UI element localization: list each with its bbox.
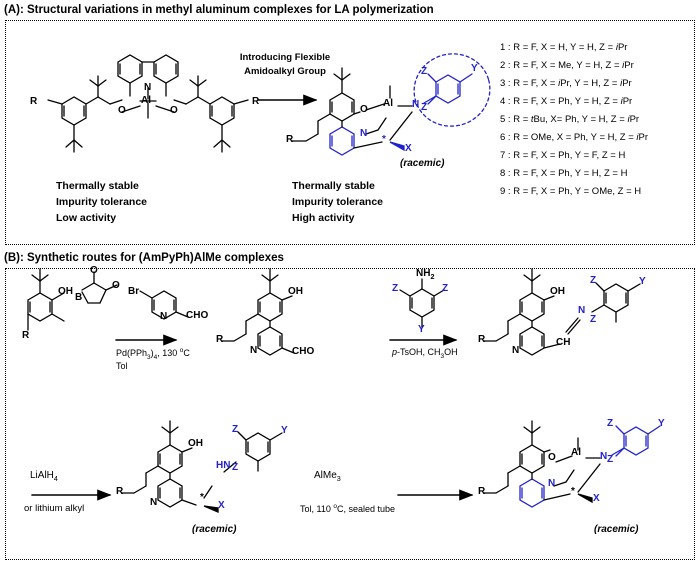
label-R-right-structure: R <box>286 134 294 145</box>
label-N-pyridine: N <box>360 128 368 139</box>
compound-7: 7 : R = F, X = Ph, Y = F, Z = H <box>500 150 626 161</box>
label-X-amine-product: X <box>218 500 225 511</box>
label-O-right-boronate: O <box>112 280 120 291</box>
label-R-amine-product: R <box>116 486 124 497</box>
label-N-amido: N <box>412 99 420 110</box>
step4-reagent-top: AlMe$_3$ <box>314 470 341 483</box>
label-Y-final: Y <box>658 418 665 429</box>
label-Z-amine-product-bottom: Z <box>232 462 239 473</box>
label-O-final: O <box>548 452 556 463</box>
panel-a-title: (A): Structural variations in methyl aluminum complexes for LA polymerization <box>4 4 434 16</box>
label-O-right: O <box>170 105 178 116</box>
label-X: X <box>405 143 412 154</box>
label-O-top-boronate: O <box>90 265 98 276</box>
left-property-3: Low activity <box>56 212 117 224</box>
label-O-left: O <box>118 105 126 116</box>
label-CH-imine: CH <box>556 337 571 348</box>
label-X-final: X <box>593 493 600 504</box>
arrow-label-line1: Introducing Flexible <box>239 52 331 63</box>
step4-reagent-bottom: Tol, 110 $^o$C, sealed tube <box>300 503 396 514</box>
label-Z-imine-top: Z <box>590 275 597 286</box>
panel-b-container <box>5 268 695 560</box>
label-Z-top: Z <box>421 66 428 77</box>
label-N-bromopyridine: N <box>160 311 168 322</box>
left-property-1: Thermally stable <box>56 180 139 192</box>
compound-6: 6 : R = OMe, X = Ph, Y = H, Z = iPr <box>500 132 649 143</box>
label-N-left-structure: N <box>144 82 152 93</box>
label-Z-amine-right: Z <box>442 283 449 294</box>
label-Al-final: Al <box>571 447 581 458</box>
label-Y-imine: Y <box>639 276 646 287</box>
label-R-left: R <box>30 96 38 107</box>
label-NH2-amine: $NH_2$ <box>416 268 435 281</box>
compound-8: 8 : R = F, X = Ph, Y = H, Z = H <box>500 168 628 179</box>
right-property-2: Impurity tolerance <box>292 196 384 208</box>
label-N-imine: N <box>578 305 586 316</box>
label-R-final: R <box>478 486 486 497</box>
compound-1: 1 : R = F, X = H, Y = H, Z = iPr <box>500 42 628 53</box>
label-stereo-final: * <box>571 486 575 497</box>
label-Al-right-structure: Al <box>383 98 393 109</box>
step3-reagent-bottom: or lithium alkyl <box>24 503 85 514</box>
compound-3: 3 : R = F, X = iPr, Y = H, Z = iPr <box>500 78 632 89</box>
step1-reagent-bottom: Tol <box>116 361 128 371</box>
compound-9: 9 : R = F, X = Ph, Y = OMe, Z = H <box>500 186 642 197</box>
step1-reagent-top: $Pd(PPh_3)_4$, 130 $^o$C <box>116 347 190 361</box>
label-Y: Y <box>471 63 478 74</box>
label-OH-boronate: OH <box>58 286 73 297</box>
label-OH-amine-product: OH <box>188 438 203 449</box>
label-Z-final-top: Z <box>607 418 614 429</box>
label-O-right-structure: O <box>360 104 368 115</box>
label-OH-imine: OH <box>550 286 565 297</box>
label-N-pyridine-final: N <box>548 478 556 489</box>
compound-4: 4 : R = F, X = Ph, Y = H, Z = iPr <box>500 96 633 107</box>
step3-reagent-top: LiAlH$_4$ <box>30 470 58 483</box>
label-Br: Br <box>128 286 140 297</box>
label-stereo-amine-product: * <box>200 492 204 503</box>
label-OH-product1: OH <box>288 286 303 297</box>
label-N-amido-final: N <box>600 451 608 462</box>
label-CHO-reagent: CHO <box>186 310 209 321</box>
label-racemic-b2: (racemic) <box>594 524 639 535</box>
label-Y-amine: Y <box>418 324 425 335</box>
label-CHO-product1: CHO <box>292 346 315 357</box>
left-property-2: Impurity tolerance <box>56 196 148 208</box>
label-racemic-a: (racemic) <box>400 158 445 169</box>
label-Z-final-bottom: Z <box>607 454 614 465</box>
label-Z-bottom: Z <box>421 102 428 113</box>
label-Y-amine-product: Y <box>281 425 288 436</box>
label-Z-amine-left: Z <box>392 283 399 294</box>
label-N-pyridine-product1: N <box>250 345 258 356</box>
label-R-product1: R <box>216 334 224 345</box>
compound-5: 5 : R = tBu, X= Ph, Y = H, Z = iPr <box>500 114 640 125</box>
label-B-boronate: B <box>75 292 83 303</box>
right-property-1: Thermally stable <box>292 180 375 192</box>
right-property-3: High activity <box>292 212 355 224</box>
label-N-pyridine-amine-product: N <box>150 497 158 508</box>
label-Al-left-structure: Al <box>141 95 151 106</box>
label-racemic-b1: (racemic) <box>192 524 237 535</box>
step2-reagent: p-TsOH, $CH_3OH$ <box>392 347 458 360</box>
label-N-pyridine-imine: N <box>512 345 520 356</box>
label-Z-amine-product-top: Z <box>232 424 239 435</box>
label-R-right: R <box>252 96 260 107</box>
label-R-boronate: R <box>22 330 30 341</box>
compound-2: 2 : R = F, X = Me, Y = H, Z = iPr <box>500 60 634 71</box>
label-stereocenter: * <box>382 134 386 145</box>
label-Z-imine-bottom: Z <box>590 314 597 325</box>
arrow-label-line2: Amidoalkyl Group <box>244 66 326 77</box>
panel-b-title: (B): Synthetic routes for (AmPyPh)AlMe complexes <box>4 252 284 264</box>
label-HN-amine-product: HN <box>216 460 231 471</box>
label-R-imine: R <box>478 334 486 345</box>
